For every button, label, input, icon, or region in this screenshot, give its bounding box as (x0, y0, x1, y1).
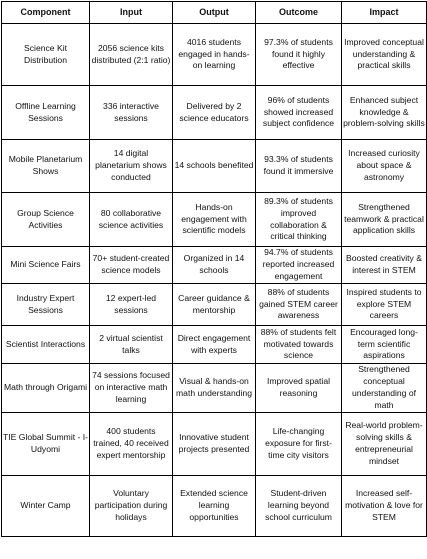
cell-impact: Increased curiosity about space & astronomy (342, 140, 427, 193)
cell-component: Mini Science Fairs (2, 247, 90, 284)
cell-component: Group Science Activities (2, 193, 90, 247)
table-row (2, 193, 427, 247)
cell-impact: Strengthened teamwork & practical application skills (342, 193, 427, 247)
cell-impact: Improved conceptual understanding & practical skills (342, 24, 427, 86)
header-outcome: Outcome (256, 2, 342, 24)
cell-outcome: 89.3% of students improved collaboration & critical thinking (256, 193, 342, 247)
cell-outcome: Improved spatial reasoning (256, 364, 342, 413)
cell-output: Career guidance & mentorship (173, 284, 256, 326)
cell-input: 70+ student-created science models (90, 247, 173, 284)
cell-impact: Boosted creativity & interest in STEM (342, 247, 427, 284)
cell-component: Scientist Interactions (2, 326, 90, 364)
cell-outcome: 88% of students gained STEM career awareness (256, 284, 342, 326)
table-row (2, 476, 427, 537)
header-row (2, 2, 427, 24)
table-row (2, 326, 427, 364)
cell-output: Extended science learning opportunities (173, 476, 256, 537)
header-impact: Impact (342, 2, 427, 24)
cell-impact: Enhanced subject knowledge & problem-solving skills (342, 86, 427, 140)
cell-impact: Inspired students to explore STEM careers (342, 284, 427, 326)
cell-input: 2056 science kits distributed (2:1 ratio) (90, 24, 173, 86)
cell-input: 12 expert-led sessions (90, 284, 173, 326)
cell-output: Innovative student projects presented (173, 413, 256, 476)
cell-outcome: 96% of students showed increased subject confidence (256, 86, 342, 140)
cell-input: 2 virtual scientist talks (90, 326, 173, 364)
cell-outcome: 94.7% of students reported increased engagement (256, 247, 342, 284)
cell-outcome: Life-changing exposure for first-time city visitors (256, 413, 342, 476)
cell-outcome: Student-driven learning beyond school curriculum (256, 476, 342, 537)
cell-impact: Real-world problem-solving skills & entrepreneurial mindset (342, 413, 427, 476)
cell-output: Visual & hands-on math understanding (173, 364, 256, 413)
cell-component: Offline Learning Sessions (2, 86, 90, 140)
cell-component: Mobile Planetarium Shows (2, 140, 90, 193)
table-row (2, 247, 427, 284)
cell-impact: Encouraged long-term scientific aspirations (342, 326, 427, 364)
impact-table (1, 1, 427, 537)
header-output: Output (173, 2, 256, 24)
table-row (2, 86, 427, 140)
cell-output: Organized in 14 schools (173, 247, 256, 284)
cell-output: Direct engagement with experts (173, 326, 256, 364)
cell-input: 80 collaborative science activities (90, 193, 173, 247)
table-row (2, 284, 427, 326)
cell-input: 400 students trained, 40 received expert mentorship (90, 413, 173, 476)
cell-output: Delivered by 2 science educators (173, 86, 256, 140)
cell-impact: Strengthened conceptual understanding of math (342, 364, 427, 413)
table-row (2, 140, 427, 193)
cell-outcome: 88% of students felt motivated towards science (256, 326, 342, 364)
cell-component: Math through Origami (2, 364, 90, 413)
header-component: Component (2, 2, 90, 24)
cell-input: Voluntary participation during holidays (90, 476, 173, 537)
header-input: Input (90, 2, 173, 24)
cell-output: 4016 students engaged in hands-on learning (173, 24, 256, 86)
table-row (2, 413, 427, 476)
table-row (2, 364, 427, 413)
cell-input: 14 digital planetarium shows conducted (90, 140, 173, 193)
cell-output: 14 schools benefited (173, 140, 256, 193)
cell-outcome: 93.3% of students found it immersive (256, 140, 342, 193)
table-row (2, 24, 427, 86)
cell-component: Industry Expert Sessions (2, 284, 90, 326)
cell-input: 336 interactive sessions (90, 86, 173, 140)
cell-outcome: 97.3% of students found it highly effective (256, 24, 342, 86)
cell-component: TIE Global Summit - I-Udyomi (2, 413, 90, 476)
cell-component: Winter Camp (2, 476, 90, 537)
cell-impact: Increased self-motivation & love for STEM (342, 476, 427, 537)
cell-component: Science Kit Distribution (2, 24, 90, 86)
cell-output: Hands-on engagement with scientific models (173, 193, 256, 247)
cell-input: 74 sessions focused on interactive math learning (90, 364, 173, 413)
